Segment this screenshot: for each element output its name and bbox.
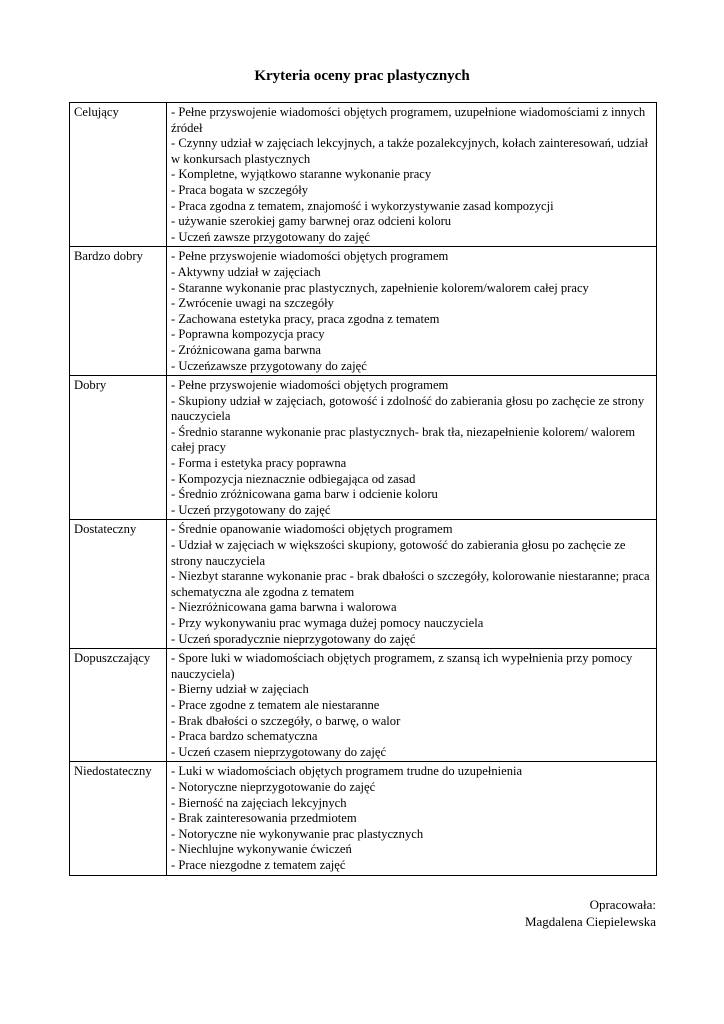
criterion-item: - Luki w wiadomościach objętych programem trudne do uzupełnienia (171, 764, 523, 779)
criterion-item: - Spore luki w wiadomościach objętych programem, z szansą ich wypełnienia przy pomocy nauczyciela) (171, 651, 633, 681)
criterion-item: - Kompletne, wyjątkowo staranne wykonanie pracy (171, 167, 432, 182)
criterion-item: - Średnio staranne wykonanie prac plastycznych- brak tła, niezapełnienie kolorem/ walorem całej pracy (171, 424, 636, 455)
criterion-item: - Prace niezgodne z tematem zajęć (171, 857, 346, 872)
criteria-cell (167, 762, 657, 875)
criteria-row (70, 762, 657, 875)
grade-cell: Celujący (70, 103, 167, 247)
criterion-item: - Średnie opanowanie wiadomości objętych programem (171, 522, 453, 537)
grade-cell: Niedostateczny (70, 762, 167, 875)
criteria-cell (167, 103, 657, 247)
criterion-item: - Uczeń sporadycznie nieprzygotowany do zajęć (171, 631, 416, 646)
signature-block (525, 896, 656, 930)
criterion-item: - Średnio zróżnicowana gama barw i odcienie koloru (171, 487, 438, 502)
criterion-item: - Kompozycja nieznacznie odbiegająca od zasad (171, 471, 416, 486)
criterion-item: - Niezróżnicowana gama barwna i walorowa (171, 600, 397, 615)
criteria-table (69, 102, 657, 876)
criterion-item: - Notoryczne nieprzygotowanie do zajęć (171, 779, 376, 794)
criteria-row (70, 376, 657, 520)
criterion-item: - Bierność na zajęciach lekcyjnych (171, 795, 347, 810)
criterion-item: - Brak zainteresowania przedmiotem (171, 811, 357, 826)
grade-cell: Bardzo dobry (70, 247, 167, 376)
criterion-item: - Niezbyt staranne wykonanie prac - brak dbałości o szczegóły, kolorowanie niestaranne; praca schematyczna ale zgodna z tematem (171, 569, 650, 599)
criterion-item: - Uczeń zawsze przygotowany do zajęć (171, 229, 370, 244)
criterion-item: - Prace zgodne z tematem ale niestaranne (171, 697, 380, 712)
criteria-cell (167, 247, 657, 376)
criteria-list (171, 522, 652, 647)
grade-cell: Dostateczny (70, 520, 167, 649)
criteria-table-body (70, 103, 657, 876)
grade-cell: Dobry (70, 376, 167, 520)
criterion-item: - Aktywny udział w zajęciach (171, 264, 321, 279)
grade-cell: Dopuszczający (70, 649, 167, 762)
criteria-row (70, 520, 657, 649)
criterion-item: - używanie szerokiej gamy barwnej oraz odcieni koloru (171, 214, 452, 229)
criteria-list (171, 105, 652, 245)
criterion-item: - Niechlujne wykonywanie ćwiczeń (171, 842, 352, 857)
criteria-list (171, 249, 652, 374)
criterion-item: - Poprawna kompozycja pracy (171, 327, 325, 342)
criterion-item: - Praca zgodna z tematem, znajomość i wykorzystywanie zasad kompozycji (171, 198, 554, 213)
criterion-item: - Bierny udział w zajęciach (171, 682, 309, 697)
criterion-item: - Pełne przyswojenie wiadomości objętych programem (171, 378, 449, 393)
criterion-item: - Uczeń przygotowany do zajęć (171, 502, 331, 517)
criteria-cell (167, 376, 657, 520)
signature-author: Magdalena Ciepielewska (524, 914, 656, 929)
criterion-item: - Zróżnicowana gama barwna (171, 342, 321, 357)
criterion-item: - Uczeńzawsze przygotowany do zajęć (171, 358, 367, 373)
criteria-list (171, 764, 652, 873)
criterion-item: - Uczeń czasem nieprzygotowany do zajęć (171, 744, 387, 759)
criterion-item: - Pełne przyswojenie wiadomości objętych programem (171, 249, 449, 264)
criterion-item: - Przy wykonywaniu prac wymaga dużej pomocy nauczyciela (171, 616, 484, 630)
criterion-item: - Praca bardzo schematyczna (171, 729, 318, 744)
criteria-cell (167, 649, 657, 762)
criteria-row (70, 649, 657, 762)
criteria-row (70, 103, 657, 247)
criterion-item: - Pełne przyswojenie wiadomości objętych programem, uzupełnione wiadomościami z innych źródeł (171, 105, 646, 135)
criterion-item: - Praca bogata w szczegóły (171, 182, 309, 197)
criteria-cell (167, 520, 657, 649)
criterion-item: - Brak dbałości o szczegóły, o barwę, o walor (171, 713, 401, 728)
criterion-item: - Czynny udział w zajęciach lekcyjnych, a także pozalekcyjnych, kołach zainteresowań, udział w konkursach plastycznych (171, 136, 648, 166)
criteria-list (171, 378, 652, 518)
criterion-item: - Skupiony udział w zajęciach, gotowość i zdolność do zabierania głosu po zachęcie ze strony nauczyciela (171, 393, 645, 424)
criterion-item: - Staranne wykonanie prac plastycznych, zapełnienie kolorem/walorem całej pracy (171, 280, 589, 295)
criterion-item: - Forma i estetyka pracy poprawna (171, 456, 347, 471)
criterion-item: - Notoryczne nie wykonywanie prac plastycznych (171, 826, 424, 841)
criterion-item: - Zwrócenie uwagi na szczegóły (171, 296, 334, 311)
criteria-row (70, 247, 657, 376)
document-title: Kryteria oceny prac plastycznych (254, 68, 470, 84)
criterion-item: - Zachowana estetyka pracy, praca zgodna z tematem (171, 311, 440, 326)
criterion-item: - Udział w zajęciach w większości skupiony, gotowość do zabierania głosu po zachęcie ze strony nauczyciela (171, 538, 626, 568)
criteria-list (171, 651, 652, 760)
signature-label: Opracowała: (589, 897, 656, 912)
